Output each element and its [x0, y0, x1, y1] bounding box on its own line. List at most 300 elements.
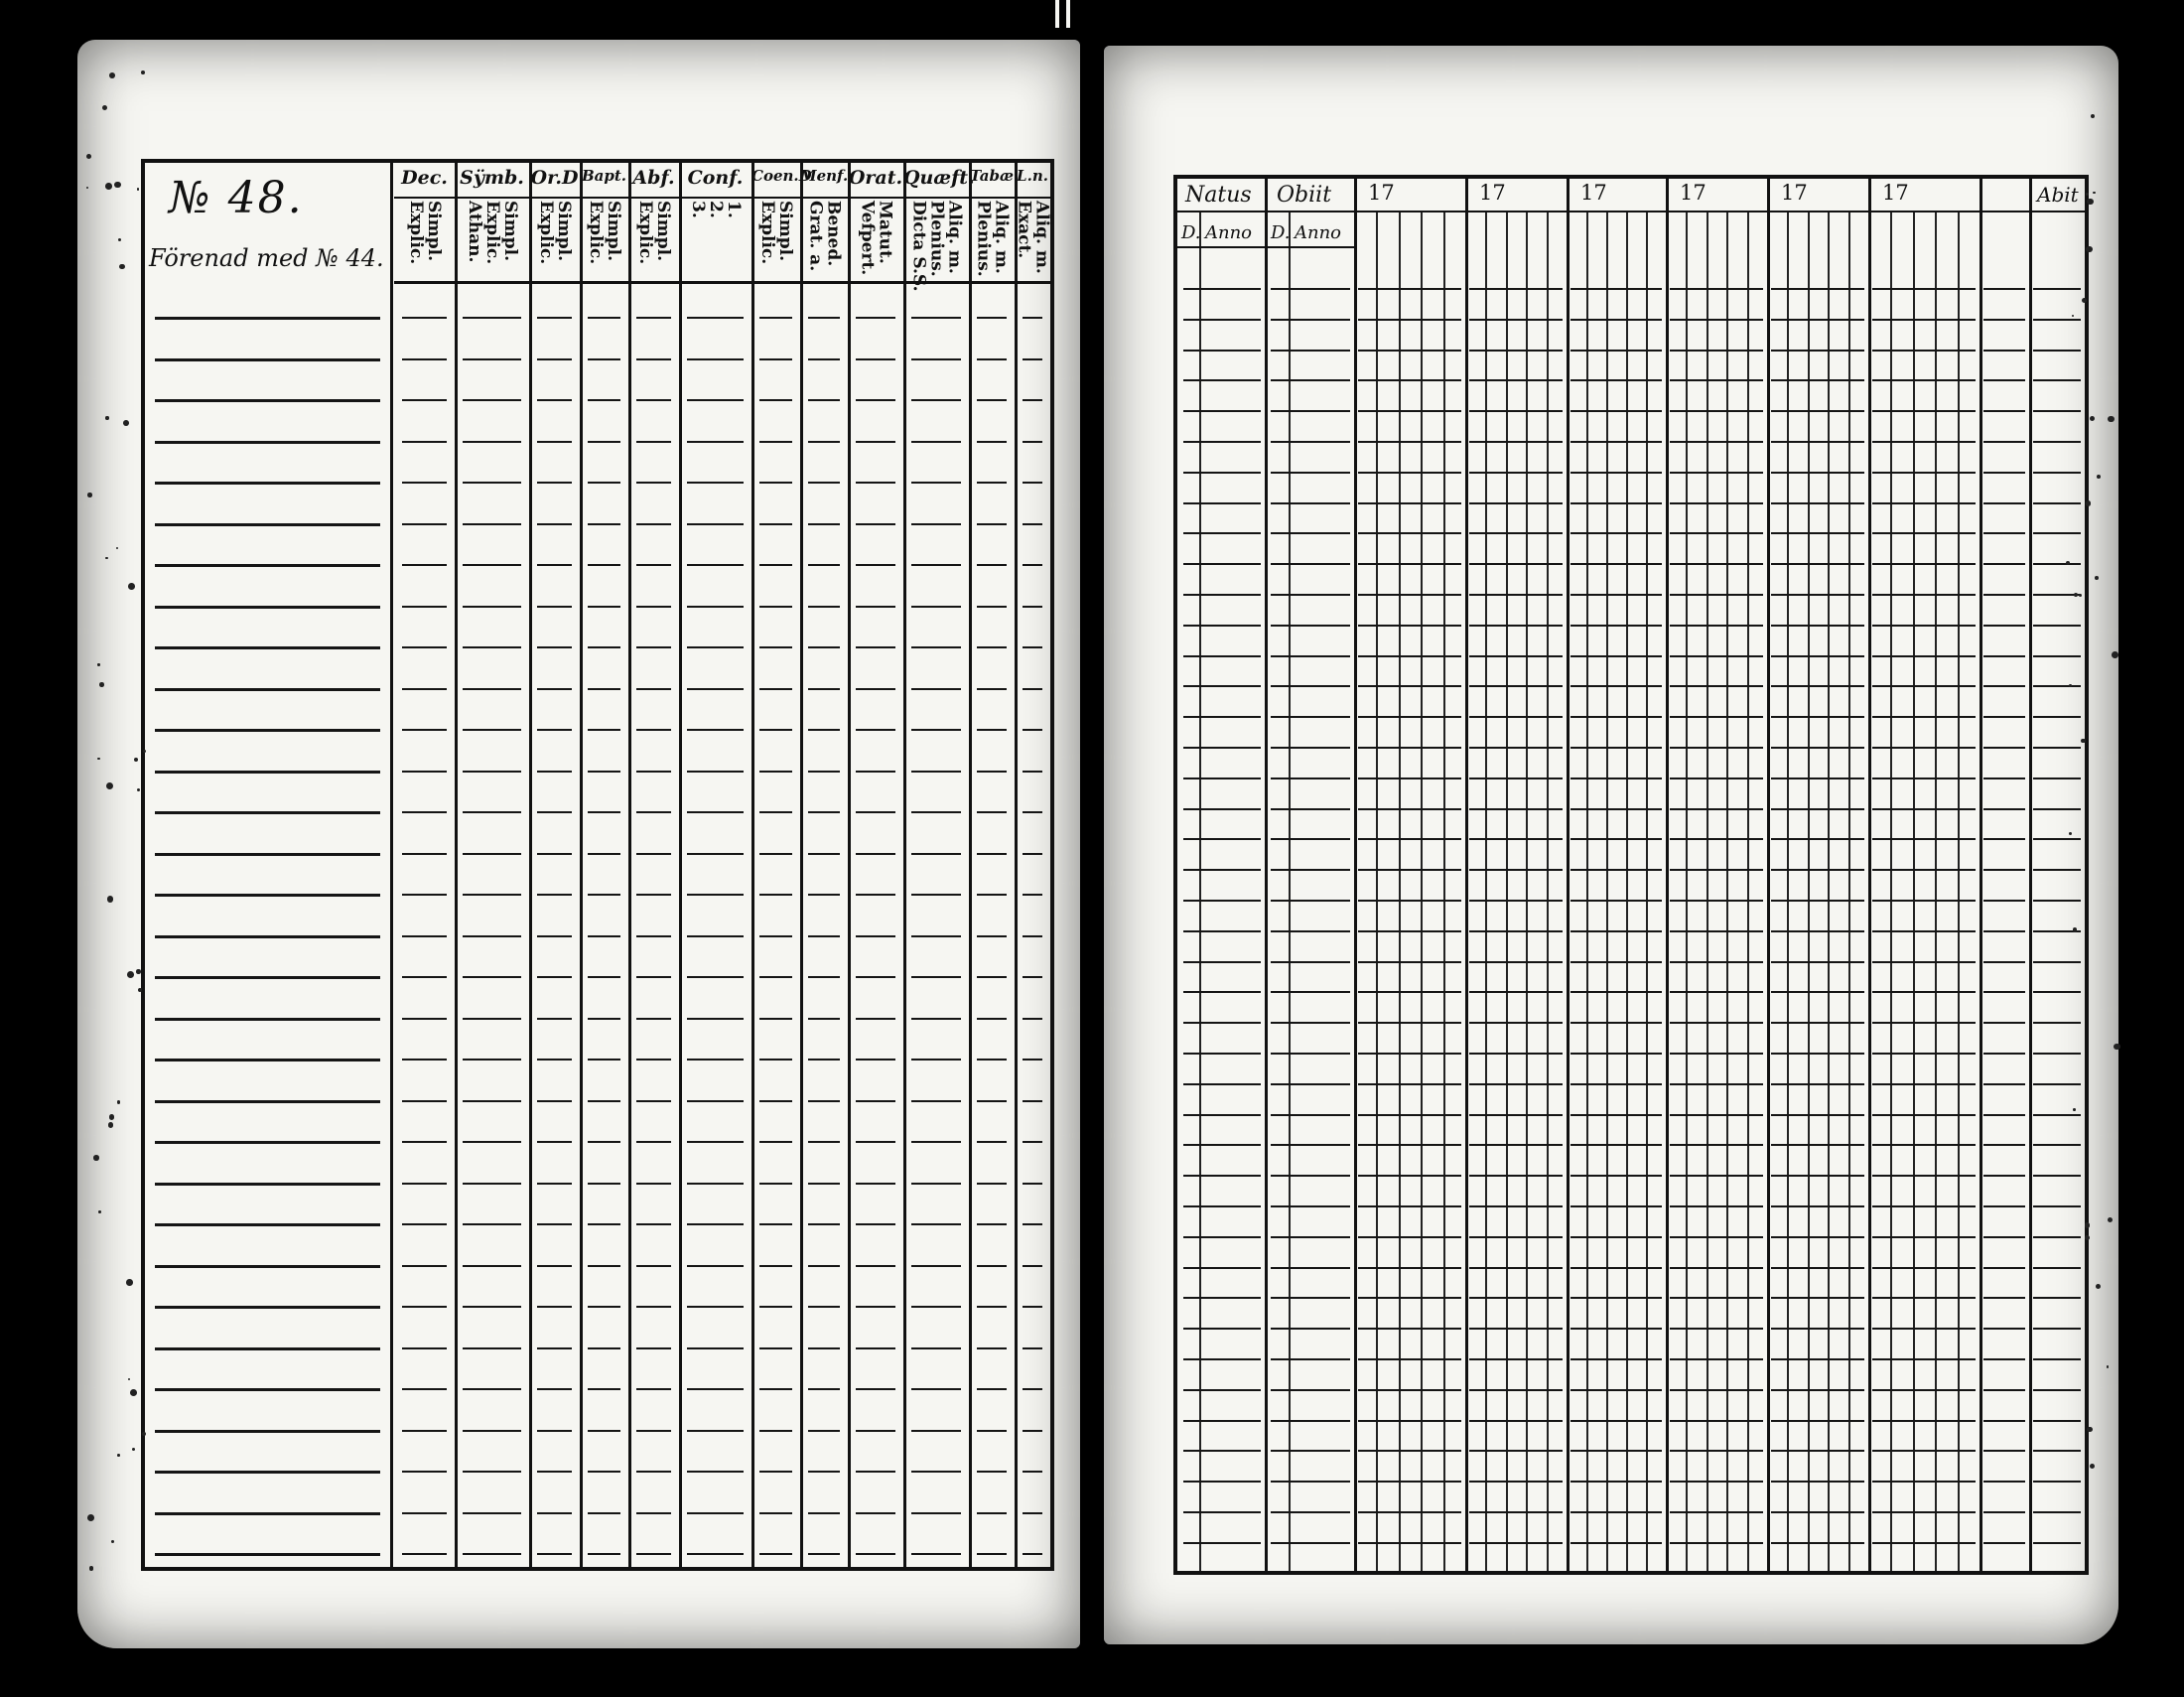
cell-row-rule — [856, 482, 895, 484]
dust-speck — [2087, 1427, 2093, 1433]
year-row-rule — [1570, 655, 1662, 657]
year-row-rule — [1358, 869, 1461, 871]
year-row-rule — [1872, 1450, 1976, 1452]
column-subheaders-2 — [529, 201, 580, 279]
day-column-divider — [1289, 212, 1291, 1571]
column-divider — [1567, 179, 1570, 1571]
cell-row-rule — [588, 1471, 620, 1473]
cell-row-rule — [856, 317, 895, 319]
cell-row-rule — [687, 729, 744, 731]
date-row-rule — [1271, 1175, 1350, 1177]
year-row-rule — [1771, 1450, 1864, 1452]
cell-row-rule — [402, 358, 447, 360]
year-row-rule — [1570, 441, 1662, 443]
year-row-rule — [1872, 1297, 1976, 1299]
year-row-rule — [1469, 319, 1563, 321]
cell-row-rule — [463, 482, 521, 484]
column-subheader: Aliq. m. — [1031, 201, 1052, 274]
abit-row-rule — [2033, 1389, 2081, 1391]
date-row-rule — [1183, 502, 1261, 504]
year-row-rule — [1570, 1114, 1662, 1116]
year-row-rule — [1469, 288, 1563, 290]
cell-row-rule — [911, 441, 961, 443]
year-row-rule — [1771, 625, 1864, 627]
year-row-rule — [1872, 1175, 1976, 1177]
year-row-rule — [1771, 716, 1864, 718]
abit-row-rule — [1983, 532, 2025, 534]
name-row-rule — [155, 1223, 380, 1226]
dust-speck — [126, 1279, 133, 1286]
cell-row-rule — [911, 1430, 961, 1432]
dust-speck — [87, 1514, 94, 1521]
year-row-rule — [1771, 350, 1864, 352]
cell-row-rule — [687, 853, 744, 855]
year-row-rule — [1570, 1175, 1662, 1177]
year-row-rule — [1469, 716, 1563, 718]
column-divider — [1767, 179, 1770, 1571]
dust-speck — [123, 420, 129, 426]
year-row-rule — [1670, 288, 1763, 290]
cell-row-rule — [537, 729, 572, 731]
year-row-rule — [1358, 410, 1461, 412]
cell-row-rule — [463, 441, 521, 443]
cell-row-rule — [463, 853, 521, 855]
abit-row-rule — [1983, 838, 2025, 840]
abit-row-rule — [1983, 472, 2025, 474]
year-row-rule — [1872, 350, 1976, 352]
year-row-rule — [1670, 410, 1763, 412]
year-row-rule — [1872, 379, 1976, 381]
cell-row-rule — [977, 1059, 1007, 1061]
cell-row-rule — [687, 1018, 744, 1020]
date-row-rule — [1271, 441, 1350, 443]
date-row-rule — [1183, 1114, 1261, 1116]
name-row-rule — [155, 646, 380, 649]
cell-row-rule — [808, 1388, 840, 1390]
cell-row-rule — [636, 1183, 671, 1185]
year-subcolumn-line — [1421, 212, 1423, 1571]
year-row-rule — [1469, 900, 1563, 902]
year-row-rule — [1771, 1022, 1864, 1024]
column-subheader: Explic. — [757, 201, 777, 265]
year-row-rule — [1469, 685, 1563, 687]
year-row-rule — [1469, 1420, 1563, 1422]
year-row-rule — [1670, 1083, 1763, 1085]
cell-row-rule — [759, 1388, 792, 1390]
cell-row-rule — [588, 1265, 620, 1267]
cell-row-rule — [588, 646, 620, 648]
dust-speck — [105, 416, 108, 419]
date-row-rule — [1271, 1053, 1350, 1055]
column-subheader: Plenius. — [973, 201, 994, 277]
column-divider — [679, 163, 682, 1567]
cell-row-rule — [977, 564, 1007, 566]
cell-row-rule — [537, 935, 572, 937]
cell-row-rule — [808, 399, 840, 401]
date-row-rule — [1183, 1328, 1261, 1330]
year-row-rule — [1872, 563, 1976, 565]
column-header-10: Tabæ — [970, 167, 1014, 185]
cell-row-rule — [911, 358, 961, 360]
year-row-rule — [1358, 685, 1461, 687]
cell-row-rule — [537, 1223, 572, 1225]
year-row-rule — [1469, 961, 1563, 963]
date-row-rule — [1183, 410, 1261, 412]
abit-row-rule — [2033, 350, 2081, 352]
cell-row-rule — [402, 688, 447, 690]
year-row-rule — [1469, 747, 1563, 749]
date-row-rule — [1271, 1389, 1350, 1391]
year-row-rule — [1670, 716, 1763, 718]
cell-row-rule — [759, 606, 792, 608]
cell-row-rule — [911, 1512, 961, 1514]
column-header-4: Abf. — [632, 167, 675, 189]
year-row-rule — [1670, 1236, 1763, 1238]
year-row-rule — [1570, 502, 1662, 504]
column-subheader: Bened. — [823, 201, 844, 267]
year-header-4: 17 — [1781, 181, 1808, 205]
cell-row-rule — [588, 1018, 620, 1020]
abit-row-rule — [1983, 441, 2025, 443]
cell-row-rule — [636, 1223, 671, 1225]
year-row-rule — [1771, 1481, 1864, 1483]
column-divider — [800, 163, 803, 1567]
year-row-rule — [1469, 1083, 1563, 1085]
year-subcolumn-line — [1376, 212, 1378, 1571]
cell-row-rule — [687, 317, 744, 319]
cell-row-rule — [636, 1100, 671, 1102]
column-subheader: Plenius. — [926, 201, 947, 277]
cell-row-rule — [636, 1388, 671, 1390]
cell-row-rule — [1023, 317, 1042, 319]
column-divider — [1354, 179, 1357, 1571]
cell-row-rule — [1023, 1553, 1042, 1555]
abit-row-rule — [1983, 716, 2025, 718]
cell-row-rule — [759, 358, 792, 360]
cell-row-rule — [636, 1471, 671, 1473]
cell-row-rule — [977, 1512, 1007, 1514]
dust-speck — [137, 188, 139, 190]
cell-row-rule — [537, 688, 572, 690]
cell-row-rule — [588, 441, 620, 443]
cell-row-rule — [463, 1018, 521, 1020]
cell-row-rule — [463, 976, 521, 978]
abit-row-rule — [1983, 563, 2025, 565]
year-subcolumn-line — [1399, 212, 1401, 1571]
abit-row-rule — [2033, 716, 2081, 718]
cell-row-rule — [911, 976, 961, 978]
date-row-rule — [1271, 685, 1350, 687]
date-row-rule — [1271, 655, 1350, 657]
cell-row-rule — [463, 771, 521, 773]
column-header-2: Or.D — [530, 167, 579, 189]
cell-row-rule — [402, 1306, 447, 1308]
cell-row-rule — [977, 1347, 1007, 1349]
year-row-rule — [1670, 1328, 1763, 1330]
date-row-rule — [1271, 288, 1350, 290]
year-row-rule — [1771, 1389, 1864, 1391]
year-row-rule — [1469, 410, 1563, 412]
name-row-rule — [155, 1265, 380, 1268]
cell-row-rule — [1023, 688, 1042, 690]
cell-row-rule — [808, 894, 840, 896]
column-subheader: Simpl. — [500, 201, 520, 261]
year-row-rule — [1358, 838, 1461, 840]
year-row-rule — [1469, 1144, 1563, 1146]
cell-row-rule — [759, 482, 792, 484]
name-row-rule — [155, 688, 380, 691]
date-row-rule — [1183, 1053, 1261, 1055]
year-row-rule — [1570, 1053, 1662, 1055]
cell-row-rule — [463, 1430, 521, 1432]
year-row-rule — [1358, 1175, 1461, 1177]
column-subheader: Explic. — [586, 201, 606, 265]
date-row-rule — [1271, 838, 1350, 840]
date-row-rule — [1271, 808, 1350, 810]
year-row-rule — [1670, 1022, 1763, 1024]
abit-row-rule — [2033, 1053, 2081, 1055]
date-row-rule — [1183, 1205, 1261, 1207]
cell-row-rule — [687, 399, 744, 401]
year-row-rule — [1570, 594, 1662, 596]
name-row-rule — [155, 1183, 380, 1186]
cell-row-rule — [687, 976, 744, 978]
year-row-rule — [1670, 1053, 1763, 1055]
dust-speck — [2114, 1044, 2119, 1050]
abit-row-rule — [1983, 991, 2025, 993]
column-subheader: Athan. — [465, 201, 484, 263]
cell-row-rule — [808, 482, 840, 484]
dust-speck — [97, 758, 99, 760]
cell-row-rule — [856, 894, 895, 896]
year-row-rule — [1570, 1389, 1662, 1391]
abit-row-rule — [1983, 778, 2025, 779]
cell-row-rule — [687, 1512, 744, 1514]
obiit-anno-header: Anno — [1295, 222, 1342, 243]
year-row-rule — [1358, 930, 1461, 932]
date-row-rule — [1183, 594, 1261, 596]
cell-row-rule — [759, 771, 792, 773]
column-subheader: Explic. — [406, 201, 426, 265]
cell-row-rule — [856, 1223, 895, 1225]
cell-row-rule — [1023, 771, 1042, 773]
year-row-rule — [1771, 379, 1864, 381]
year-row-rule — [1771, 1358, 1864, 1360]
cell-row-rule — [402, 894, 447, 896]
date-row-rule — [1271, 1481, 1350, 1483]
cell-row-rule — [402, 729, 447, 731]
abit-row-rule — [2033, 1450, 2081, 1452]
year-row-rule — [1771, 1542, 1864, 1544]
abit-row-rule — [1983, 808, 2025, 810]
cell-row-rule — [808, 1347, 840, 1349]
dust-speck — [108, 1122, 114, 1128]
cell-row-rule — [911, 1223, 961, 1225]
cell-row-rule — [687, 1553, 744, 1555]
cell-row-rule — [911, 1347, 961, 1349]
date-row-rule — [1183, 625, 1261, 627]
cell-row-rule — [759, 853, 792, 855]
date-row-rule — [1271, 1267, 1350, 1269]
left-ledger-table — [141, 159, 1054, 1571]
cell-row-rule — [856, 935, 895, 937]
cell-row-rule — [856, 1265, 895, 1267]
cell-row-rule — [856, 1018, 895, 1020]
date-row-rule — [1271, 563, 1350, 565]
cell-row-rule — [588, 1059, 620, 1061]
year-row-rule — [1570, 563, 1662, 565]
date-row-rule — [1271, 319, 1350, 321]
year-row-rule — [1469, 1297, 1563, 1299]
column-divider — [1265, 179, 1268, 1571]
obiit-day-header: D. — [1271, 222, 1291, 243]
year-row-rule — [1358, 319, 1461, 321]
cell-row-rule — [687, 1141, 744, 1143]
abit-row-rule — [1983, 655, 2025, 657]
date-row-rule — [1183, 1297, 1261, 1299]
cell-row-rule — [636, 358, 671, 360]
year-row-rule — [1469, 379, 1563, 381]
year-row-rule — [1570, 685, 1662, 687]
dust-speck — [127, 971, 134, 978]
cell-row-rule — [636, 894, 671, 896]
column-subheaders-0 — [394, 201, 455, 279]
cell-row-rule — [856, 399, 895, 401]
cell-row-rule — [537, 1430, 572, 1432]
cell-row-rule — [537, 358, 572, 360]
cell-row-rule — [402, 399, 447, 401]
column-subheader: Exact. — [1014, 201, 1034, 259]
cell-row-rule — [636, 935, 671, 937]
year-row-rule — [1872, 410, 1976, 412]
year-row-rule — [1570, 1083, 1662, 1085]
column-subheaders-3 — [580, 201, 628, 279]
cell-row-rule — [808, 1553, 840, 1555]
name-row-rule — [155, 482, 380, 485]
year-row-rule — [1469, 350, 1563, 352]
abit-row-rule — [1983, 930, 2025, 932]
cell-row-rule — [588, 1183, 620, 1185]
year-row-rule — [1570, 1297, 1662, 1299]
year-row-rule — [1872, 1511, 1976, 1513]
year-row-rule — [1570, 288, 1662, 290]
cell-row-rule — [1023, 482, 1042, 484]
date-row-rule — [1271, 502, 1350, 504]
cell-row-rule — [537, 1347, 572, 1349]
abit-row-rule — [2033, 532, 2081, 534]
date-row-rule — [1271, 625, 1350, 627]
year-row-rule — [1771, 1236, 1864, 1238]
dust-speck — [114, 182, 120, 188]
cell-row-rule — [687, 1471, 744, 1473]
cell-row-rule — [759, 1512, 792, 1514]
column-subheaders-5 — [679, 201, 751, 279]
cell-row-rule — [977, 894, 1007, 896]
cell-row-rule — [588, 935, 620, 937]
cell-row-rule — [1023, 1471, 1042, 1473]
cell-row-rule — [1023, 1141, 1042, 1143]
column-header-3: Bapt. — [581, 167, 627, 185]
abit-row-rule — [2033, 778, 2081, 779]
cell-row-rule — [537, 1100, 572, 1102]
column-header-1: Sÿmb. — [460, 167, 524, 189]
year-row-rule — [1469, 1358, 1563, 1360]
cell-row-rule — [463, 1141, 521, 1143]
abit-row-rule — [1983, 1358, 2025, 1360]
dust-speck — [2073, 927, 2077, 931]
date-row-rule — [1271, 900, 1350, 902]
cell-row-rule — [977, 1471, 1007, 1473]
year-row-rule — [1570, 1205, 1662, 1207]
date-row-rule — [1183, 655, 1261, 657]
year-row-rule — [1670, 472, 1763, 474]
cell-row-rule — [636, 1265, 671, 1267]
cell-row-rule — [759, 688, 792, 690]
cell-row-rule — [402, 1265, 447, 1267]
year-row-rule — [1358, 961, 1461, 963]
name-column-divider — [390, 163, 393, 1567]
year-row-rule — [1670, 869, 1763, 871]
column-divider — [529, 163, 532, 1567]
year-row-rule — [1358, 1083, 1461, 1085]
column-subheaders-10 — [969, 201, 1015, 279]
year-row-rule — [1469, 1267, 1563, 1269]
year-row-rule — [1670, 563, 1763, 565]
column-subheader: Simpl. — [653, 201, 673, 261]
year-subcolumn-line — [1935, 212, 1937, 1571]
year-row-rule — [1670, 655, 1763, 657]
cell-row-rule — [687, 606, 744, 608]
year-row-rule — [1358, 502, 1461, 504]
cell-row-rule — [759, 894, 792, 896]
year-row-rule — [1771, 1144, 1864, 1146]
cell-row-rule — [977, 1223, 1007, 1225]
cell-row-rule — [977, 853, 1007, 855]
spine-mark — [1066, 0, 1070, 28]
cell-row-rule — [808, 771, 840, 773]
cell-row-rule — [402, 1183, 447, 1185]
date-row-rule — [1271, 1083, 1350, 1085]
name-row-rule — [155, 1388, 380, 1391]
abit-row-rule — [2033, 1328, 2081, 1330]
abit-header: Abit — [2037, 183, 2079, 207]
year-row-rule — [1670, 594, 1763, 596]
column-subheaders-4 — [628, 201, 679, 279]
name-row-rule — [155, 853, 380, 856]
cell-row-rule — [402, 771, 447, 773]
cell-row-rule — [977, 1388, 1007, 1390]
date-row-rule — [1271, 747, 1350, 749]
name-row-rule — [155, 317, 380, 320]
year-row-rule — [1771, 991, 1864, 993]
dust-speck — [2086, 246, 2092, 252]
year-row-rule — [1670, 685, 1763, 687]
year-row-rule — [1570, 1267, 1662, 1269]
cell-row-rule — [463, 399, 521, 401]
cell-row-rule — [808, 564, 840, 566]
year-subcolumn-line — [1787, 212, 1789, 1571]
cell-row-rule — [636, 1306, 671, 1308]
name-row-rule — [155, 564, 380, 567]
date-row-rule — [1183, 1481, 1261, 1483]
year-row-rule — [1771, 1205, 1864, 1207]
dust-speck — [2074, 593, 2078, 597]
date-row-rule — [1183, 1511, 1261, 1513]
year-row-rule — [1771, 1053, 1864, 1055]
date-row-rule — [1183, 747, 1261, 749]
cell-row-rule — [977, 1553, 1007, 1555]
cell-row-rule — [856, 688, 895, 690]
